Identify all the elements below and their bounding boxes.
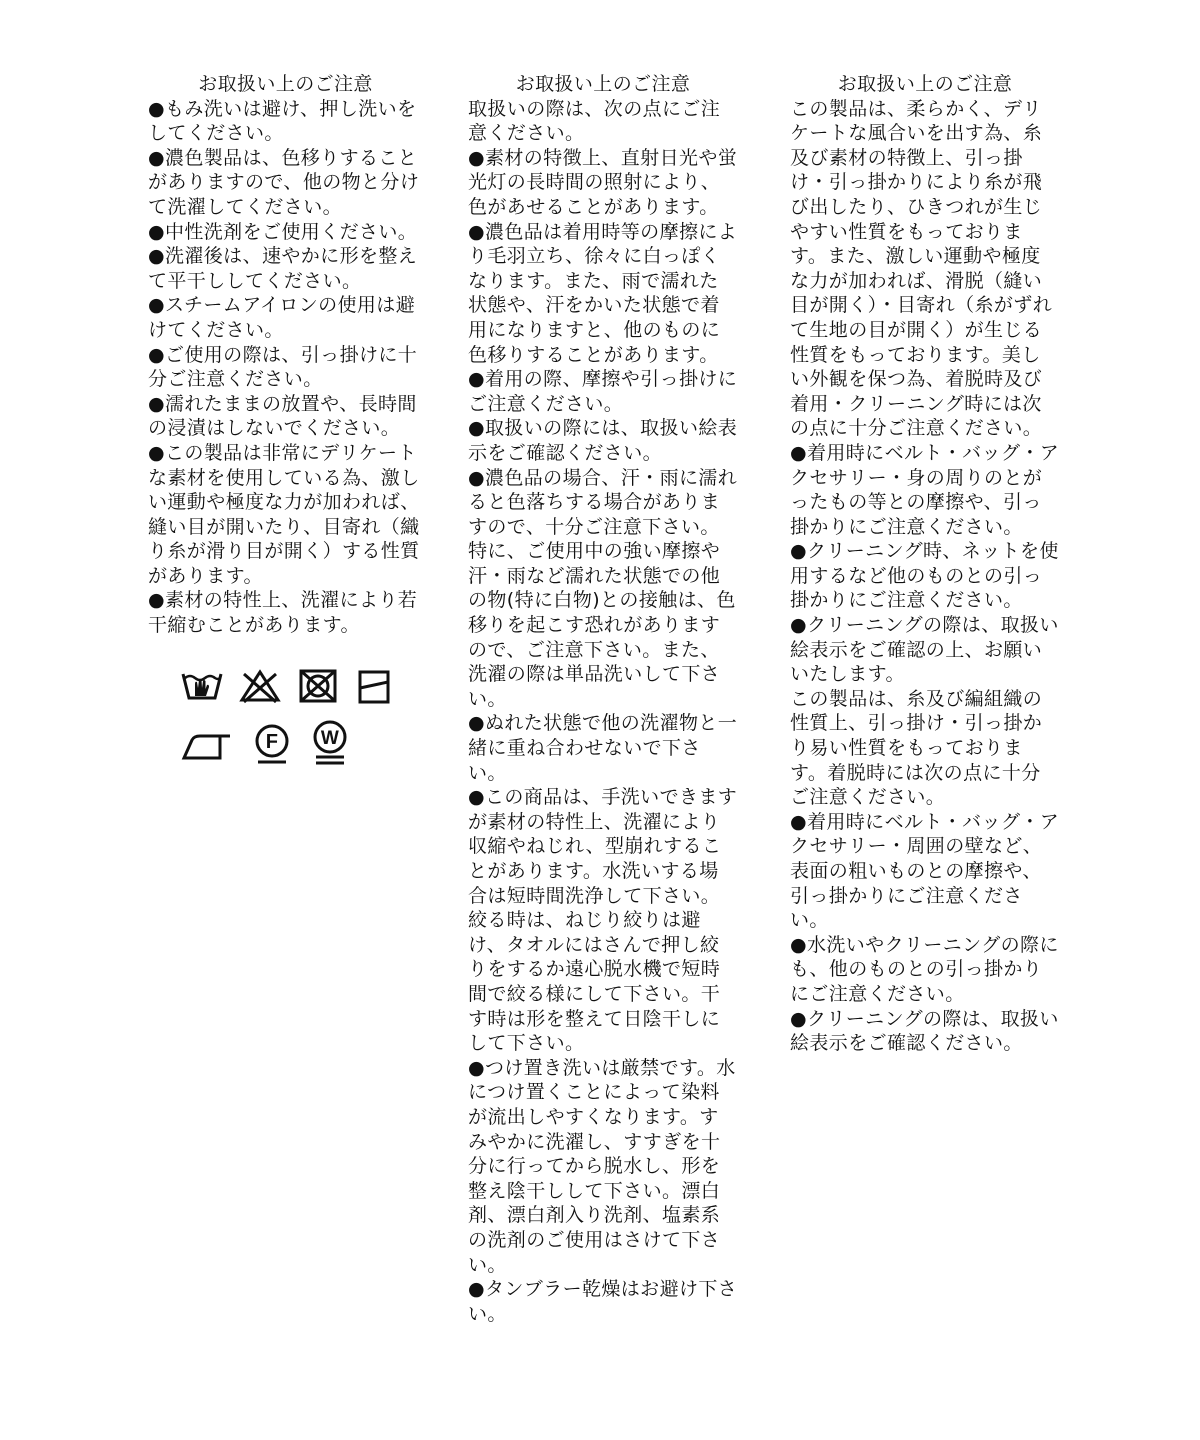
column-title: お取扱い上のご注意 bbox=[515, 73, 691, 95]
notice-item: ●この製品は非常にデリケートな素材を使用している為、激しい運動や極度な力が加われば、縫い目が開いたり、目寄れ（織り糸が滑り目が開く）する性質があります。 bbox=[148, 441, 420, 587]
notice-item: ●タンブラー乾燥はお避け下さい。 bbox=[468, 1278, 738, 1325]
notice-item: ●濃色製品は、色移りすることがありますので、他の物と分けて洗濯してください。 bbox=[148, 146, 420, 218]
flat-dry-icon bbox=[354, 666, 398, 706]
care-notice-column-2 bbox=[468, 72, 738, 1326]
hand-wash-icon bbox=[180, 666, 224, 706]
notice-item: ●水洗いやクリーニングの際にも、他のものとの引っ掛かりにご注意ください。 bbox=[790, 933, 1059, 1005]
notice-item: ●着用時にベルト・バッグ・アクセサリー・周囲の壁など、表面の粗いものとの摩擦や、引っ掛かりにご注意ください。 bbox=[790, 810, 1060, 932]
notice-item: ●素材の特性上、洗濯により若干縮むことがあります。 bbox=[148, 589, 418, 637]
care-symbols-row-2 bbox=[180, 718, 423, 766]
dry-clean-f-icon bbox=[250, 722, 294, 766]
notice-item: ●スチームアイロンの使用は避けてください。 bbox=[148, 294, 416, 341]
notice-item: ●クリーニングの際は、取扱い絵表示をご確認ください。 bbox=[790, 1007, 1059, 1055]
no-tumble-dry-icon bbox=[296, 666, 340, 706]
notice-item: ●もみ洗いは避け、押し洗いをしてください。 bbox=[148, 97, 417, 145]
notice-item: この製品は、柔らかく、デリケートな風合いを出す為、糸及び素材の特徴上、引っ掛け・引っ掛かりにより糸が飛び出したり、ひきつれが生じやすい性質をもっております。また、激しい運動や極度な力が加われば、滑脱（縫い目が開く）・目寄れ（糸がずれて生地の目が開く）が生じる性質をもっております。美しい外観を保つ為、着脱時及び着用・クリーニング時には次の点に十分ご注意ください。 bbox=[790, 97, 1053, 440]
iron-low-icon bbox=[180, 726, 236, 766]
care-symbols bbox=[148, 666, 423, 766]
notice-item: ●ぬれた状態で他の洗濯物と一緒に重ね合わせないで下さい。 bbox=[468, 712, 738, 784]
care-notice-column-1 bbox=[148, 72, 423, 778]
notice-item: ●ご使用の際は、引っ掛けに十分ご注意ください。 bbox=[148, 343, 418, 391]
notice-item: ●着用の際、摩擦や引っ掛けにご注意ください。 bbox=[468, 368, 738, 415]
no-bleach-icon bbox=[238, 666, 282, 706]
wet-clean-w-icon bbox=[308, 718, 352, 766]
notice-item: ●濃色品は着用時等の摩擦により毛羽立ち、徐々に白っぽくなります。また、雨で濡れた状態や、汗をかいた状態で着用になりますと、他のものに色移りすることがあります。 bbox=[468, 220, 738, 366]
notice-item: ●濡れたままの放置や、長時間の浸漬はしないでください。 bbox=[148, 392, 417, 440]
column-title: お取扱い上のご注意 bbox=[837, 73, 1013, 95]
notice-item: ●この商品は、手洗いできますが素材の特性上、洗濯により収縮やねじれ、型崩れすることがあります。水洗いする場合は短時間洗浄して下さい。絞る時は、ねじり絞りは避け、タオルにはさんで押し絞りをするか遠心脱水機で短時間で絞る様にして下さい。干す時は形を整えて日陰干しにして下さい。 bbox=[468, 786, 738, 1055]
notice-item: ●クリーニング時、ネットを使用するなど他のものとの引っ掛かりにご注意ください。 bbox=[790, 540, 1059, 612]
notice-item: ●素材の特徴上、直射日光や蛍光灯の長時間の照射により、色があせることがあります。 bbox=[468, 146, 738, 218]
notice-item: ●取扱いの際には、取扱い絵表示をご確認ください。 bbox=[468, 417, 738, 464]
notice-item: ●洗濯後は、速やかに形を整えて平干ししてください。 bbox=[148, 245, 418, 292]
dry-clean-letter: F bbox=[265, 730, 279, 753]
column-title: お取扱い上のご注意 bbox=[198, 73, 373, 95]
notice-item: ●クリーニングの際は、取扱い絵表示をご確認の上、お願いいたします。 bbox=[790, 614, 1059, 686]
notice-item: ●濃色品の場合、汗・雨に濡れると色落ちする場合がありますので、十分ご注意下さい。特に、ご使用中の強い摩擦や汗・雨など濡れた状態での他の物(特に白物)との接触は、色移りを起こす恐れがありますので、ご注意下さい。また、洗濯の際は単品洗いして下さい。 bbox=[468, 466, 738, 710]
wet-clean-letter: W bbox=[320, 727, 340, 749]
notice-item: 取扱いの際は、次の点にご注意ください。 bbox=[468, 97, 721, 145]
notice-item: ●着用時にベルト・バッグ・アクセサリー・身の周りのとがったもの等との摩擦や、引っ掛かりにご注意ください。 bbox=[790, 441, 1060, 538]
care-notice-column-3 bbox=[790, 72, 1060, 1056]
notice-item: ●つけ置き洗いは厳禁です。水につけ置くことによって染料が流出しやすくなります。すみやかに洗濯し、すすぎを十分に行ってから脱水し、形を整え陰干しして下さい。漂白剤、漂白剤入り洗剤、塩素系の洗剤のご使用はさけて下さい。 bbox=[468, 1056, 736, 1276]
notice-item: ●中性洗剤をご使用ください。 bbox=[148, 220, 418, 243]
notice-item: この製品は、糸及び編組織の性質上、引っ掛け・引っ掛かり易い性質をもっております。着脱時には次の点に十分ご注意ください。 bbox=[790, 687, 1043, 809]
care-symbols-row-1 bbox=[180, 666, 423, 706]
